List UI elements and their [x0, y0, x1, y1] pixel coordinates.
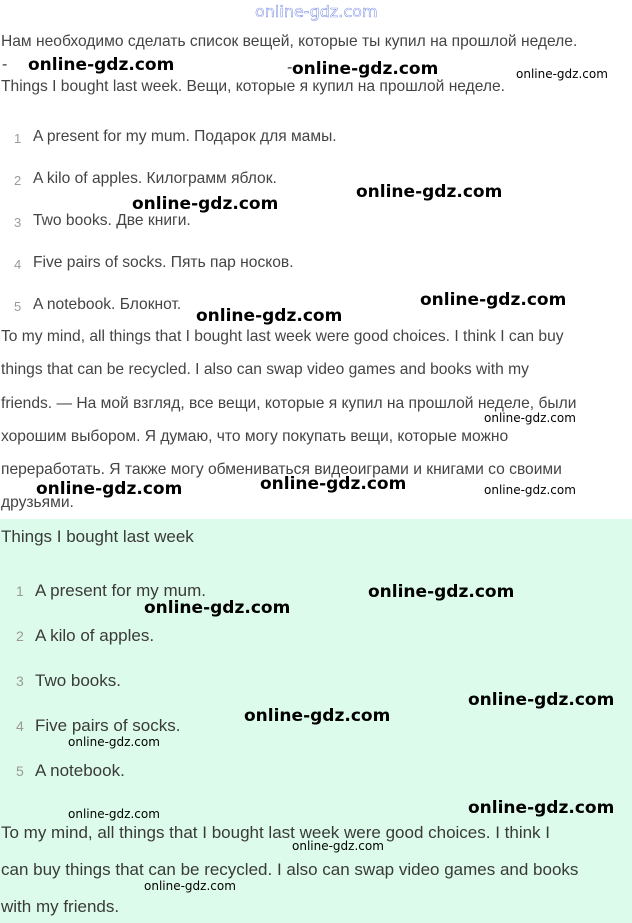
dash-mark: ‐	[2, 56, 8, 73]
watermark: online-gdz.com	[468, 798, 615, 818]
list-item: Two books. Две книги.	[33, 212, 191, 229]
watermark: online-gdz.com	[468, 690, 615, 710]
watermark: online-gdz.com	[68, 807, 160, 821]
list-title-bilingual: Things I bought last week. Вещи, которые я купил на прошлой неделе.	[1, 78, 505, 95]
dash-mark: ‐	[287, 59, 293, 76]
paragraph-line: friends. — На мой взгляд, все вещи, которые я купил на прошлой неделе, были	[1, 395, 577, 412]
list-number: 1	[14, 131, 22, 146]
list-number: 2	[16, 628, 24, 644]
list-number: 4	[14, 257, 22, 272]
answer-paragraph-line: with my friends.	[1, 897, 120, 916]
watermark: online-gdz.com	[196, 306, 343, 326]
list-number: 5	[14, 299, 22, 314]
answer-list-item: Five pairs of socks.	[35, 716, 181, 735]
watermark: online-gdz.com	[144, 598, 291, 618]
list-number: 3	[16, 673, 24, 689]
paragraph-line: things that can be recycled. I also can swap video games and books with my	[1, 361, 529, 378]
paragraph-line: переработать. Я также могу обмениваться видеоиграми и книгами со своими	[1, 461, 562, 478]
paragraph-line: To my mind, all things that I bought last week were good choices. I think I can buy	[1, 328, 564, 345]
list-number: 3	[14, 215, 22, 230]
paragraph-line: друзьями.	[1, 494, 74, 511]
task-text: Нам необходимо сделать список вещей, которые ты купил на прошлой неделе.	[1, 33, 578, 50]
answer-paragraph-line: can buy things that can be recycled. I also can swap video games and books	[1, 860, 579, 879]
watermark-top: online-gdz.com	[255, 2, 378, 21]
answer-paragraph-line: To my mind, all things that I bought last week were good choices. I think I	[1, 823, 551, 842]
answer-list-item: A notebook.	[35, 761, 125, 780]
watermark: online-gdz.com	[368, 582, 515, 602]
list-item: A present for my mum. Подарок для мамы.	[33, 128, 337, 145]
list-item: A kilo of apples. Килограмм яблок.	[33, 170, 277, 187]
list-item: Five pairs of socks. Пять пар носков.	[33, 254, 294, 271]
watermark: online-gdz.com	[420, 290, 567, 310]
watermark: online-gdz.com	[516, 67, 608, 81]
watermark: online-gdz.com	[144, 879, 236, 893]
paragraph-line: хорошим выбором. Я думаю, что могу покупать вещи, которые можно	[1, 428, 509, 445]
list-number: 4	[16, 718, 24, 734]
list-number: 2	[14, 173, 22, 188]
watermark: online-gdz.com	[68, 735, 160, 749]
watermark: online-gdz.com	[132, 194, 279, 214]
list-item: A notebook. Блокнот.	[33, 296, 182, 313]
answer-list-item: A kilo of apples.	[35, 626, 155, 645]
watermark: online-gdz.com	[36, 479, 183, 499]
watermark: online-gdz.com	[260, 474, 407, 494]
watermark: online-gdz.com	[356, 182, 503, 202]
watermark: online-gdz.com	[244, 706, 391, 726]
watermark: online-gdz.com	[292, 839, 384, 853]
answer-title: Things I bought last week	[1, 527, 194, 546]
watermark: online-gdz.com	[28, 55, 175, 75]
answer-list-item: A present for my mum.	[35, 581, 206, 600]
list-number: 1	[16, 583, 24, 599]
watermark: online-gdz.com	[484, 483, 576, 497]
answer-list-item: Two books.	[35, 671, 121, 690]
watermark: online-gdz.com	[292, 59, 439, 79]
list-number: 5	[16, 763, 24, 779]
watermark: online-gdz.com	[484, 411, 576, 425]
